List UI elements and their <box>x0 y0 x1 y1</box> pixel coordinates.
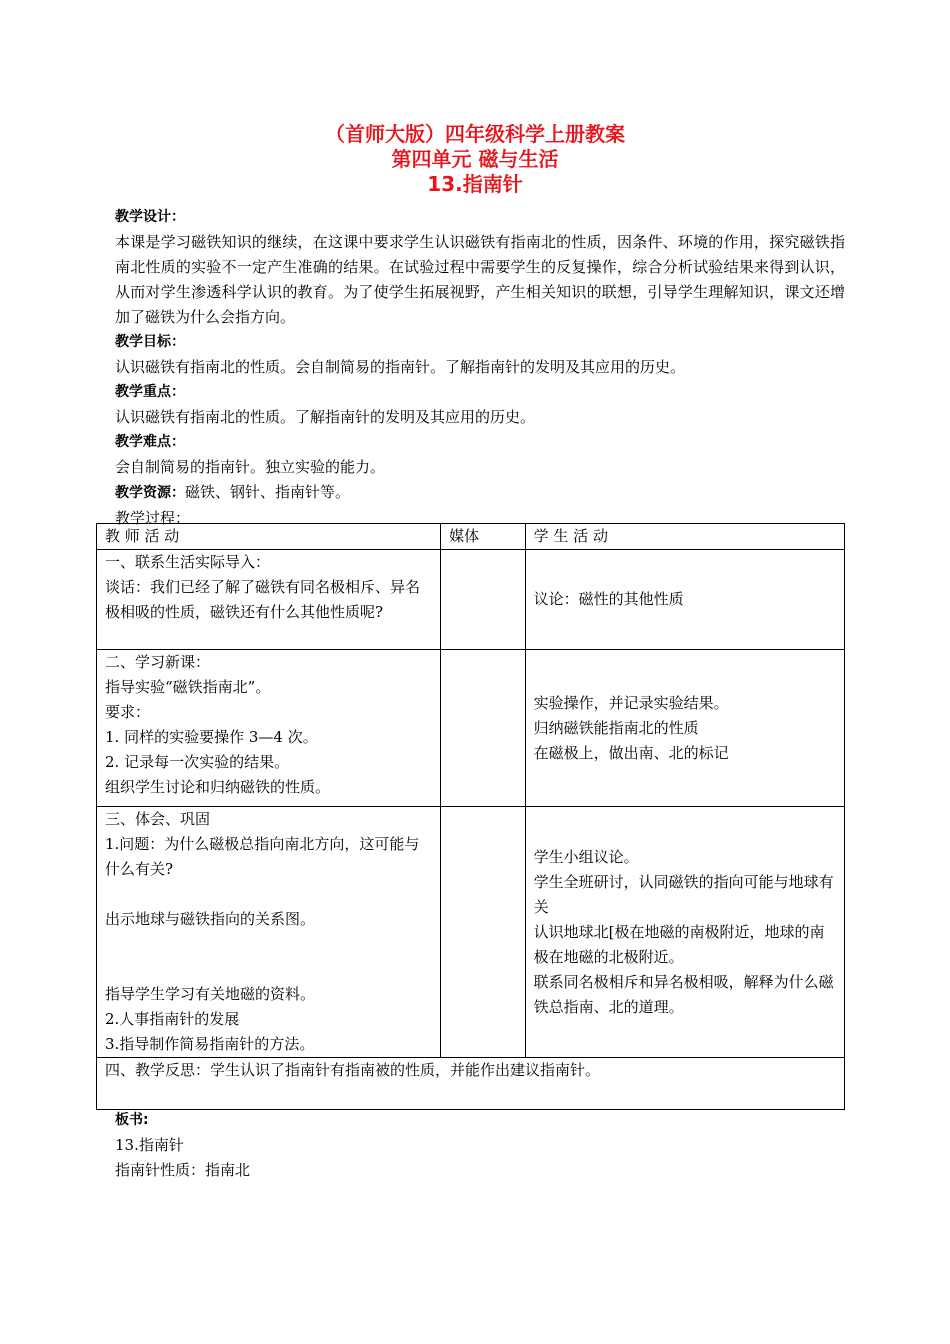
teacher-cell <box>97 550 441 650</box>
spacer <box>105 882 432 907</box>
student-line: 归纳磁铁能指南北的性质 <box>533 718 699 737</box>
teacher-line: 二、学习新课： <box>105 653 211 671</box>
student-line: 联系同名极相斥和异名极相吸，解释为什么磁铁总指南、北的道理。 <box>533 972 834 1016</box>
media-cell <box>441 550 525 650</box>
teacher-line: 指导学生学习有关地磁的资料。 <box>105 985 316 1003</box>
reflection-cell: 四、教学反思：学生认识了指南针有指南被的性质，并能作出建议指南针。 <box>97 1058 845 1110</box>
design-heading: 教学设计： <box>115 209 185 225</box>
board-heading: 板书: <box>115 1112 149 1128</box>
teacher-cell <box>97 650 441 807</box>
teacher-line: 出示地球与磁铁指向的关系图。 <box>105 910 316 928</box>
table-row <box>97 650 845 807</box>
lesson-title: 13.指南针 <box>427 172 523 196</box>
resources-line <box>115 480 845 506</box>
teacher-line: 2.人事指南针的发展 <box>105 1010 240 1028</box>
student-line: 实验操作，并记录实验结果。 <box>533 693 729 712</box>
teacher-line: 1.问题：为什么磁极总指向南北方向，这可能与什么有关? <box>105 835 420 878</box>
teacher-cell <box>97 807 441 1058</box>
spacer <box>105 932 432 982</box>
resources-text: 磁铁、钢针、指南针等。 <box>185 483 351 501</box>
student-cell <box>525 650 844 807</box>
student-line: 学生全班研讨，认同磁铁的指向可能与地球有关 <box>533 872 834 916</box>
difficulty-heading: 教学难点： <box>115 434 185 450</box>
teacher-line: 一、联系生活实际导入： <box>105 553 271 571</box>
unit-title: 第四单元 磁与生活 <box>391 147 559 171</box>
focus-text: 认识磁铁有指南北的性质。了解指南针的发明及其应用的历史。 <box>115 408 536 426</box>
process-label: 教学过程： <box>115 509 191 527</box>
table-row <box>97 550 845 650</box>
teacher-line: 2. 记录每一次实验的结果。 <box>105 753 290 771</box>
lesson-body <box>115 205 845 531</box>
reflection-row <box>97 1058 845 1110</box>
teacher-line: 组织学生讨论和归纳磁铁的性质。 <box>105 778 331 796</box>
teacher-line: 要求： <box>105 703 151 721</box>
main-title: （首师大版）四年级科学上册教案 <box>325 122 625 146</box>
teacher-line: 三、体会、巩固 <box>105 810 211 828</box>
header-media: 媒体 <box>441 524 525 550</box>
header-student: 学 生 活 动 <box>525 524 844 550</box>
table-header-row <box>97 524 845 550</box>
focus-heading: 教学重点： <box>115 384 185 400</box>
board-section <box>115 1108 250 1183</box>
design-text: 本课是学习磁铁知识的继续，在这课中要求学生认识磁铁有指南北的性质，因条件、环境的作用，探究磁铁指南北性质的实验不一定产生准确的结果。在试验过程中需要学生的反复操作，综合分析试验结果来得到认识，从而对学生渗透科学认识的教育。为了使学生拓展视野，产生相关知识的联想，引导学生理解知识，课文还增加了磁铁为什么会指方向。 <box>115 233 845 326</box>
student-line: 学生小组议论。 <box>533 847 639 866</box>
student-line: 议论：磁性的其他性质 <box>533 590 684 608</box>
difficulty-text: 会自制简易的指南针。独立实验的能力。 <box>115 458 386 476</box>
table-row <box>97 807 845 1058</box>
media-cell <box>441 807 525 1058</box>
teacher-line: 1. 同样的实验要操作 3—4 次。 <box>105 728 318 746</box>
goals-heading: 教学目标： <box>115 334 185 350</box>
teacher-line: 3.指导制作简易指南针的方法。 <box>105 1035 315 1053</box>
board-line-2: 指南针性质：指南北 <box>115 1161 251 1179</box>
media-cell <box>441 650 525 807</box>
student-line: 在磁极上，做出南、北的标记 <box>533 743 729 762</box>
title-block <box>0 122 950 197</box>
goals-text: 认识磁铁有指南北的性质。会自制简易的指南针。了解指南针的发明及其应用的历史。 <box>115 358 686 376</box>
student-line: 认识地球北[极在地磁的南极附近，地球的南极在地磁的北极附近。 <box>533 922 825 966</box>
header-teacher: 教 师 活 动 <box>97 524 441 550</box>
teaching-process-table <box>96 523 845 1110</box>
teacher-line: 谈话：我们已经了解了磁铁有同名极相斥、异名极相吸的性质，磁铁还有什么其他性质呢? <box>105 578 421 621</box>
student-cell <box>525 807 844 1058</box>
resources-heading: 教学资源： <box>115 485 185 501</box>
student-cell <box>525 550 844 650</box>
teacher-line: 指导实验“磁铁指南北”。 <box>105 678 271 696</box>
board-line-1: 13.指南针 <box>115 1136 184 1154</box>
